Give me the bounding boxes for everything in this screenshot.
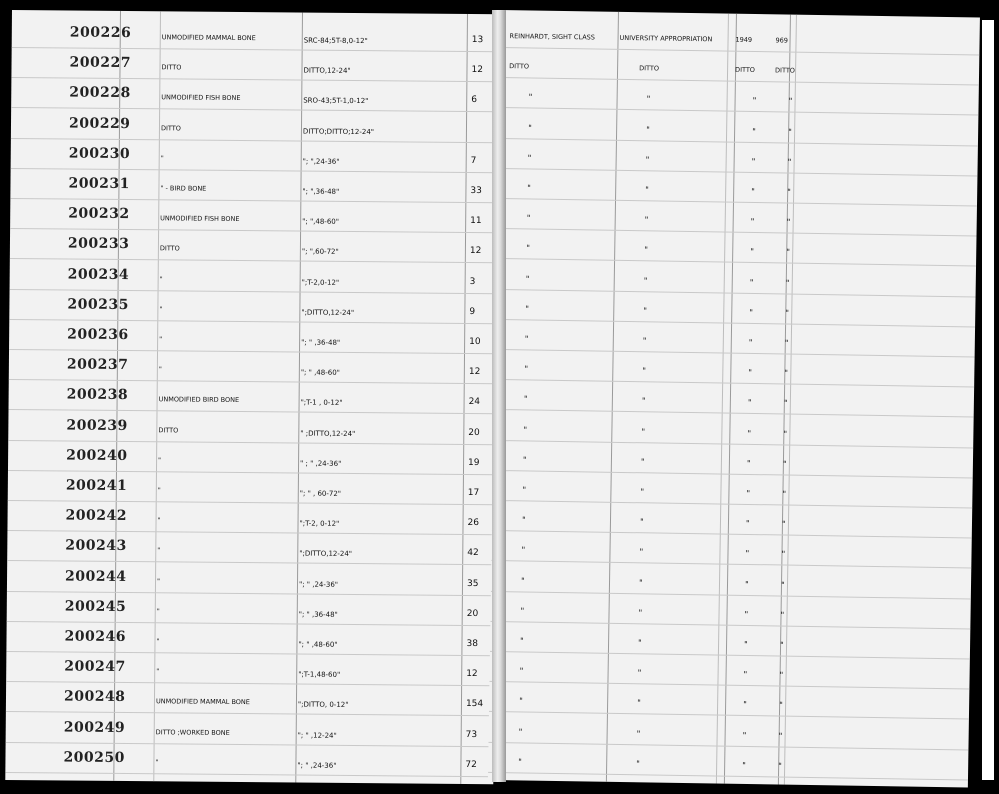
provenience: "; " , 60-72" (299, 489, 342, 498)
year: " (748, 368, 753, 378)
year: " (752, 96, 757, 106)
catalog-number: 200249 (63, 719, 126, 736)
year: DITTO (735, 65, 756, 75)
provenience: ";T-1 , 0-12" (300, 398, 343, 408)
book-gutter (492, 10, 506, 782)
year: " (752, 126, 756, 136)
accession-number: " (785, 278, 790, 288)
acquisition-method: " (638, 577, 643, 587)
collector: " (522, 485, 527, 495)
catalog-number: 200244 (64, 568, 127, 585)
provenience: "; " ,24-36" (297, 761, 337, 770)
provenience: ";T-2, 0-12" (299, 519, 340, 529)
provenience: " ; " ,24-36" (300, 459, 342, 468)
acquisition-method: " (641, 396, 646, 406)
provenience: SRC-84;5T-8,0-12" (303, 36, 368, 46)
specimen-description: DITTO ;WORKED BONE (155, 727, 230, 737)
collector: " (520, 606, 525, 616)
collector: " (528, 123, 532, 133)
acquisition-method: " (641, 426, 646, 436)
ledger-row (9, 320, 497, 354)
year: " (746, 488, 751, 498)
accession-number: " (787, 187, 791, 197)
catalog-number: 200245 (64, 598, 127, 615)
acquisition-method: " (645, 155, 650, 165)
count: 11 (470, 216, 482, 227)
year: " (742, 760, 746, 770)
year: " (747, 428, 752, 438)
count: 10 (469, 337, 481, 348)
collector: " (527, 183, 531, 193)
accession-number: DITTO (775, 66, 796, 75)
provenience: ";DITTO,12-24" (299, 549, 353, 559)
count: 20 (466, 608, 479, 619)
collector: " (527, 153, 532, 163)
count: 72 (465, 759, 477, 770)
count: 73 (465, 729, 478, 740)
accession-number: " (779, 640, 784, 650)
specimen-description: " (158, 365, 162, 374)
year: " (751, 156, 756, 166)
ledger-row (8, 441, 496, 475)
accession-number: " (784, 338, 789, 348)
count: 7 (470, 155, 477, 166)
ledger-row (10, 260, 498, 294)
specimen-description: DITTO (158, 425, 179, 435)
year: " (743, 700, 747, 710)
specimen-description: " (159, 335, 163, 344)
specimen-description: " (159, 274, 163, 283)
provenience: DITTO;DITTO;12-24" (302, 127, 375, 136)
acquisition-method: " (644, 215, 649, 225)
specimen-description: DITTO (160, 123, 181, 133)
accession-number: " (779, 670, 784, 680)
catalog-number: 200238 (66, 386, 129, 404)
ledger-row (6, 622, 494, 656)
collector: REINHARDT, SIGHT CLASS (509, 32, 596, 42)
accession-number: " (788, 127, 792, 137)
catalog-number: 200230 (68, 145, 131, 162)
provenience: ";DITTO, 0-12" (297, 700, 349, 710)
acquisition-method: " (645, 185, 649, 195)
collector: " (523, 394, 528, 404)
accession-number: " (778, 731, 783, 741)
provenience: ";T-2,0-12" (301, 278, 340, 287)
specimen-description: " (160, 154, 164, 163)
accession-number: " (783, 429, 788, 439)
accession-number: " (782, 459, 787, 469)
provenience: ";T-1,48-60" (298, 670, 341, 680)
provenience: "; " ,12-24" (297, 731, 337, 740)
count: 12 (466, 669, 478, 680)
count: 24 (468, 397, 481, 408)
collector: " (519, 666, 524, 676)
acquisition-method: " (639, 517, 644, 527)
count: 12 (468, 367, 481, 378)
count: 33 (470, 186, 482, 197)
ledger-left-page (5, 10, 500, 784)
accession-number: " (783, 398, 788, 408)
specimen-description: " - BIRD BONE (160, 184, 207, 193)
count: 13 (471, 35, 484, 46)
specimen-description: " (156, 637, 160, 646)
specimen-description: " (155, 758, 159, 767)
catalog-number: 200240 (66, 447, 128, 464)
ledger-row (10, 169, 498, 203)
provenience: " ;DITTO,12-24" (300, 429, 356, 438)
acquisition-method: " (637, 698, 641, 708)
acquisition-method: " (638, 608, 643, 618)
collector: " (526, 213, 531, 223)
ledger-row (10, 229, 498, 263)
ledger-row (8, 471, 496, 505)
count: 20 (468, 427, 480, 438)
ledger-row (11, 139, 499, 173)
count: 154 (465, 699, 484, 710)
catalog-number: 200232 (68, 205, 130, 223)
provenience: "; " ,24-36" (298, 580, 339, 589)
ledger-row (5, 743, 493, 777)
year: " (742, 730, 747, 740)
ledger-row (9, 350, 497, 384)
count: 35 (466, 578, 479, 589)
count: 6 (471, 95, 478, 106)
specimen-description: " (159, 305, 163, 314)
year: " (748, 337, 753, 348)
ledger-row (11, 48, 499, 82)
provenience: SRO-43;5T-1,0-12" (303, 96, 369, 106)
year: " (743, 670, 748, 680)
year: " (749, 277, 754, 287)
provenience: "; ",60-72" (301, 247, 339, 257)
count: 9 (469, 306, 476, 317)
catalog-number: 200233 (67, 235, 130, 253)
count: 26 (467, 518, 480, 529)
year: " (750, 247, 754, 257)
specimen-description: " (157, 486, 161, 495)
catalog-number: 200241 (65, 477, 128, 495)
acquisition-method: " (643, 275, 648, 285)
acquisition-method: " (637, 668, 642, 678)
year: " (744, 579, 749, 589)
ledger-row (7, 501, 495, 535)
acquisition-method: " (636, 759, 640, 769)
accession-number: " (779, 700, 783, 710)
specimen-description: " (157, 546, 161, 555)
accession-number: " (784, 368, 789, 378)
page-edge-stack (982, 20, 994, 780)
acquisition-method: " (643, 306, 648, 316)
year: " (746, 458, 751, 468)
provenience: "; " ,36-48" (298, 610, 338, 619)
accession-number: " (788, 96, 793, 106)
count: 17 (467, 487, 480, 499)
catalog-number: 200235 (67, 296, 129, 313)
acquisition-method: " (646, 94, 651, 104)
ledger-row (6, 682, 494, 716)
year: " (750, 217, 755, 227)
ledger-row (10, 199, 498, 233)
provenience: "; " ,48-60" (300, 368, 340, 378)
provenience: "; ",48-60" (302, 217, 340, 227)
accession-number: " (785, 308, 790, 318)
catalog-number: 200246 (64, 628, 127, 646)
catalog-number: 200234 (67, 266, 130, 283)
ledger-row (11, 109, 499, 143)
accession-number: " (780, 580, 785, 590)
ledger-row (11, 78, 499, 112)
specimen-description: UNMODIFIED BIRD BONE (158, 395, 240, 405)
catalog-number: 200229 (68, 115, 131, 132)
collector: " (520, 636, 524, 646)
catalog-number: 200239 (66, 417, 128, 434)
acquisition-method: " (640, 457, 645, 467)
accession-number: " (787, 157, 792, 167)
ledger-right-page (488, 10, 980, 787)
ledger-row (7, 562, 495, 596)
specimen-description: UNMODIFIED FISH BONE (160, 214, 240, 224)
count: 3 (469, 276, 476, 287)
collector: " (528, 92, 533, 102)
acquisition-method: " (646, 124, 650, 134)
year: " (745, 549, 750, 559)
accession-number: " (781, 519, 786, 529)
catalog-number: 200228 (69, 84, 131, 102)
provenience: ";DITTO,12-24" (301, 308, 355, 317)
ledger-row (6, 652, 494, 686)
catalog-number: 200231 (68, 175, 131, 193)
catalog-number: 200248 (63, 688, 126, 706)
specimen-description: DITTO (161, 63, 182, 72)
provenience: "; ",24-36" (302, 157, 340, 166)
catalog-number: 200247 (64, 658, 126, 676)
accession-number: " (786, 247, 790, 257)
specimen-description: " (156, 667, 160, 676)
acquisition-method: " (642, 366, 647, 376)
ledger-row (9, 290, 497, 324)
accession-number: " (781, 549, 786, 559)
provenience: "; " ,48-60" (298, 640, 338, 649)
acquisition-method: " (644, 245, 649, 255)
collector: " (525, 274, 530, 284)
ledger-row (7, 592, 495, 626)
year: " (745, 519, 750, 529)
accession-number: 969 (775, 36, 789, 45)
accession-number: " (780, 610, 785, 620)
year: " (749, 307, 754, 317)
specimen-description: DITTO (159, 244, 180, 253)
collector: " (521, 545, 526, 555)
catalog-number: 200226 (69, 24, 132, 42)
provenience: DITTO,12-24" (303, 66, 351, 76)
acquisition-method: " (639, 547, 644, 557)
collector: " (525, 304, 530, 314)
acquisition-method: " (638, 638, 642, 648)
year: " (747, 398, 752, 408)
count: 12 (471, 65, 483, 76)
collector: " (519, 696, 523, 706)
ledger-row (488, 743, 968, 781)
catalog-number: 200243 (65, 537, 127, 555)
collector: " (518, 726, 523, 737)
ledger-row (8, 411, 496, 445)
catalog-number: 200227 (69, 54, 132, 72)
count: 19 (468, 457, 480, 468)
catalog-number: 200250 (63, 749, 126, 766)
collector: " (524, 364, 529, 374)
collector: " (522, 455, 527, 465)
collector: " (526, 243, 531, 253)
specimen-description: " (156, 576, 161, 585)
accession-number: " (778, 761, 782, 771)
count: 38 (466, 638, 478, 650)
collector: " (524, 334, 529, 344)
catalog-number: 200237 (66, 356, 129, 374)
ledger-row (6, 713, 494, 747)
collector: " (521, 515, 526, 525)
specimen-description: UNMODIFIED FISH BONE (161, 93, 241, 103)
collector: " (518, 757, 522, 767)
acquisition-method: UNIVERSITY APPROPRIATION (619, 33, 713, 44)
catalog-number: 200242 (65, 507, 128, 525)
ledger-row (12, 18, 500, 52)
collector: " (523, 425, 528, 435)
catalog-number: 200236 (67, 326, 129, 344)
acquisition-method: " (640, 487, 645, 497)
ledger-row (7, 531, 495, 565)
year: 1949 (735, 35, 753, 44)
specimen-description: UNMODIFIED MAMMAL BONE (161, 33, 256, 43)
specimen-description: " (157, 516, 161, 525)
specimen-description: UNMODIFIED MAMMAL BONE (155, 697, 250, 707)
provenience: "; ",36-48" (302, 187, 340, 196)
count: 12 (469, 246, 482, 257)
acquisition-method: DITTO (639, 64, 660, 73)
collector: DITTO (509, 62, 530, 71)
accession-number: " (782, 489, 787, 499)
count: 42 (467, 548, 479, 559)
year: " (743, 639, 748, 649)
provenience: "; " ,36-48" (301, 338, 341, 347)
specimen-description: " (156, 607, 160, 616)
acquisition-method: " (642, 336, 647, 346)
ledger-row (9, 380, 497, 414)
year: " (744, 609, 749, 619)
accession-number: " (786, 217, 791, 227)
collector: " (520, 575, 525, 586)
specimen-description: " (158, 456, 162, 465)
year: " (751, 186, 755, 197)
acquisition-method: " (636, 728, 641, 738)
